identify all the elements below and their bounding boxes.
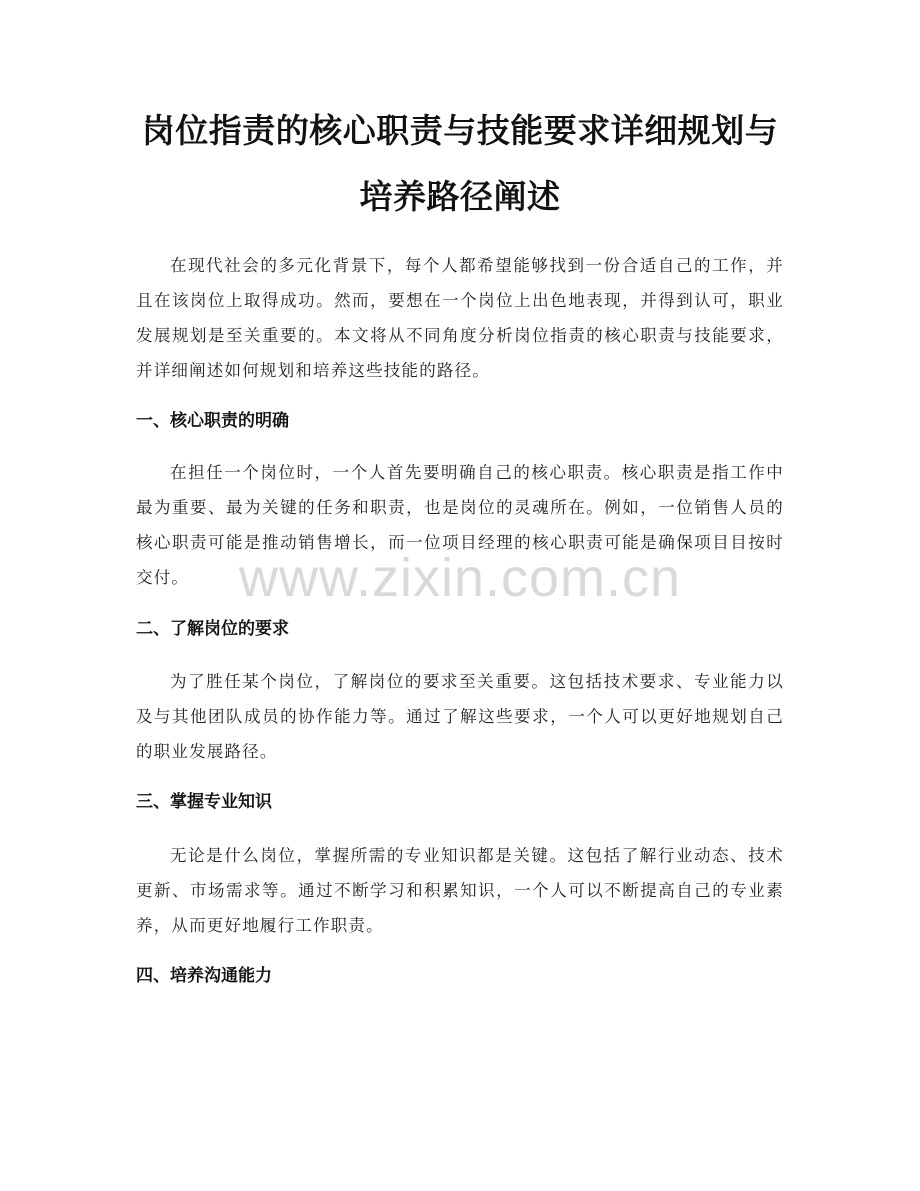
section-heading-2: 二、了解岗位的要求 — [136, 619, 289, 639]
section-body-2: 为了胜任某个岗位，了解岗位的要求至关重要。这包括技术要求、专业能力以及与其他团队成员的协作能力等。通过了解这些要求，一个人可以更好地规划自己的职业发展路径。 — [136, 672, 784, 761]
section-heading-3: 三、掌握专业知识 — [136, 792, 272, 812]
section-body-1: 在担任一个岗位时，一个人首先要明确自己的核心职责。核心职责是指工作中最为重要、最为关键的任务和职责，也是岗位的灵魂所在。例如，一位销售人员的核心职责可能是推动销售增长，而一位项目经理的核心职责可能是确保项目目按时交付。 — [136, 463, 784, 587]
title-line-2: 培养路径阐述 — [359, 177, 561, 216]
section-heading-1: 一、核心职责的明确 — [136, 411, 289, 431]
section-body-3: 无论是什么岗位，掌握所需的专业知识都是关键。这包括了解行业动态、技术更新、市场需求等。通过不断学习和积累知识，一个人可以不断提高自己的专业素养，从而更好地履行工作职责。 — [136, 846, 784, 935]
title-line-1: 岗位指责的核心职责与技能要求详细规划与 — [141, 111, 779, 150]
watermark-text: www.zixin.com.cn — [238, 548, 682, 608]
section-heading-4: 四、培养沟通能力 — [136, 966, 272, 986]
document-title — [100, 98, 820, 230]
intro-paragraph: 在现代社会的多元化背景下，每个人都希望能够找到一份合适自己的工作，并且在该岗位上取得成功。然而，要想在一个岗位上出色地表现，并得到认可，职业发展规划是至关重要的。本文将从不同角度分析岗位指责的核心职责与技能要求，并详细阐述如何规划和培养这些技能的路径。 — [136, 256, 784, 380]
